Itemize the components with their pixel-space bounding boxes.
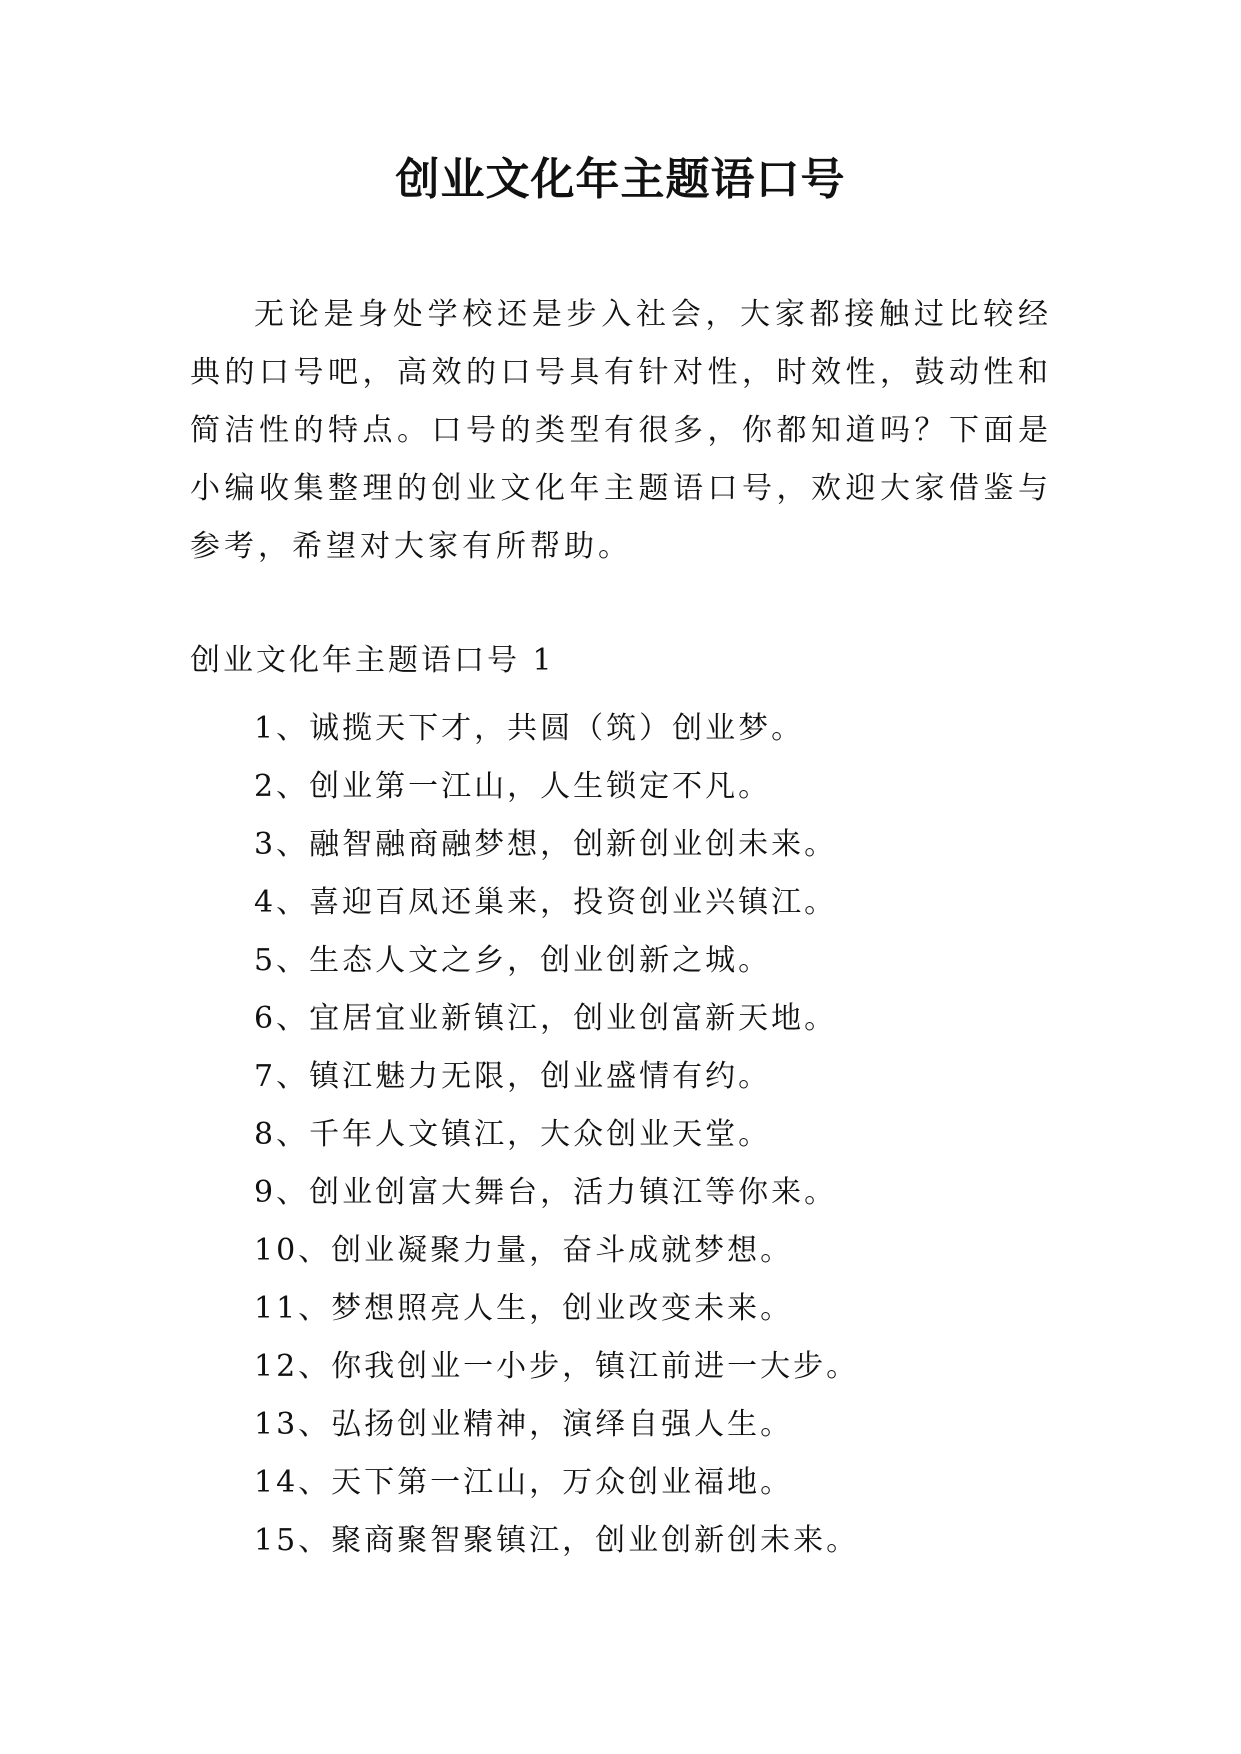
slogan-item: 14、天下第一江山，万众创业福地。 <box>254 1465 794 1500</box>
slogan-item: 10、创业凝聚力量，奋斗成就梦想。 <box>254 1233 794 1268</box>
slogan-item: 13、弘扬创业精神，演绎自强人生。 <box>254 1407 794 1442</box>
slogan-item: 4、喜迎百凤还巢来，投资创业兴镇江。 <box>254 885 838 920</box>
slogan-item: 2、创业第一江山，人生锁定不凡。 <box>254 769 772 804</box>
slogan-item: 7、镇江魅力无限，创业盛情有约。 <box>254 1059 772 1094</box>
document-title: 创业文化年主题语口号 <box>395 154 846 205</box>
slogan-item: 15、聚商聚智聚镇江，创业创新创未来。 <box>254 1523 860 1558</box>
slogan-item: 8、千年人文镇江，大众创业天堂。 <box>254 1117 772 1152</box>
slogan-item: 12、你我创业一小步，镇江前进一大步。 <box>254 1349 860 1384</box>
slogan-item: 9、创业创富大舞台，活力镇江等你来。 <box>254 1175 838 1210</box>
slogan-list <box>254 700 859 1570</box>
intro-paragraph: 无论是身处学校还是步入社会，大家都接触过比较经典的口号吧，高效的口号具有针对性，时效性，鼓动性和简洁性的特点。口号的类型有很多，你都知道吗？下面是小编收集整理的创业文化年主题语口号，欢迎大家借鉴与参考，希望对大家有所帮助。 <box>190 297 1052 564</box>
slogan-item: 11、梦想照亮人生，创业改变未来。 <box>254 1291 794 1326</box>
section-heading: 创业文化年主题语口号 1 <box>190 643 555 678</box>
slogan-item: 1、诚揽天下才，共圆（筑）创业梦。 <box>254 711 805 746</box>
slogan-item: 5、生态人文之乡，创业创新之城。 <box>254 943 772 978</box>
slogan-item: 6、宜居宜业新镇江，创业创富新天地。 <box>254 1001 838 1036</box>
slogan-item: 3、融智融商融梦想，创新创业创未来。 <box>254 827 838 862</box>
